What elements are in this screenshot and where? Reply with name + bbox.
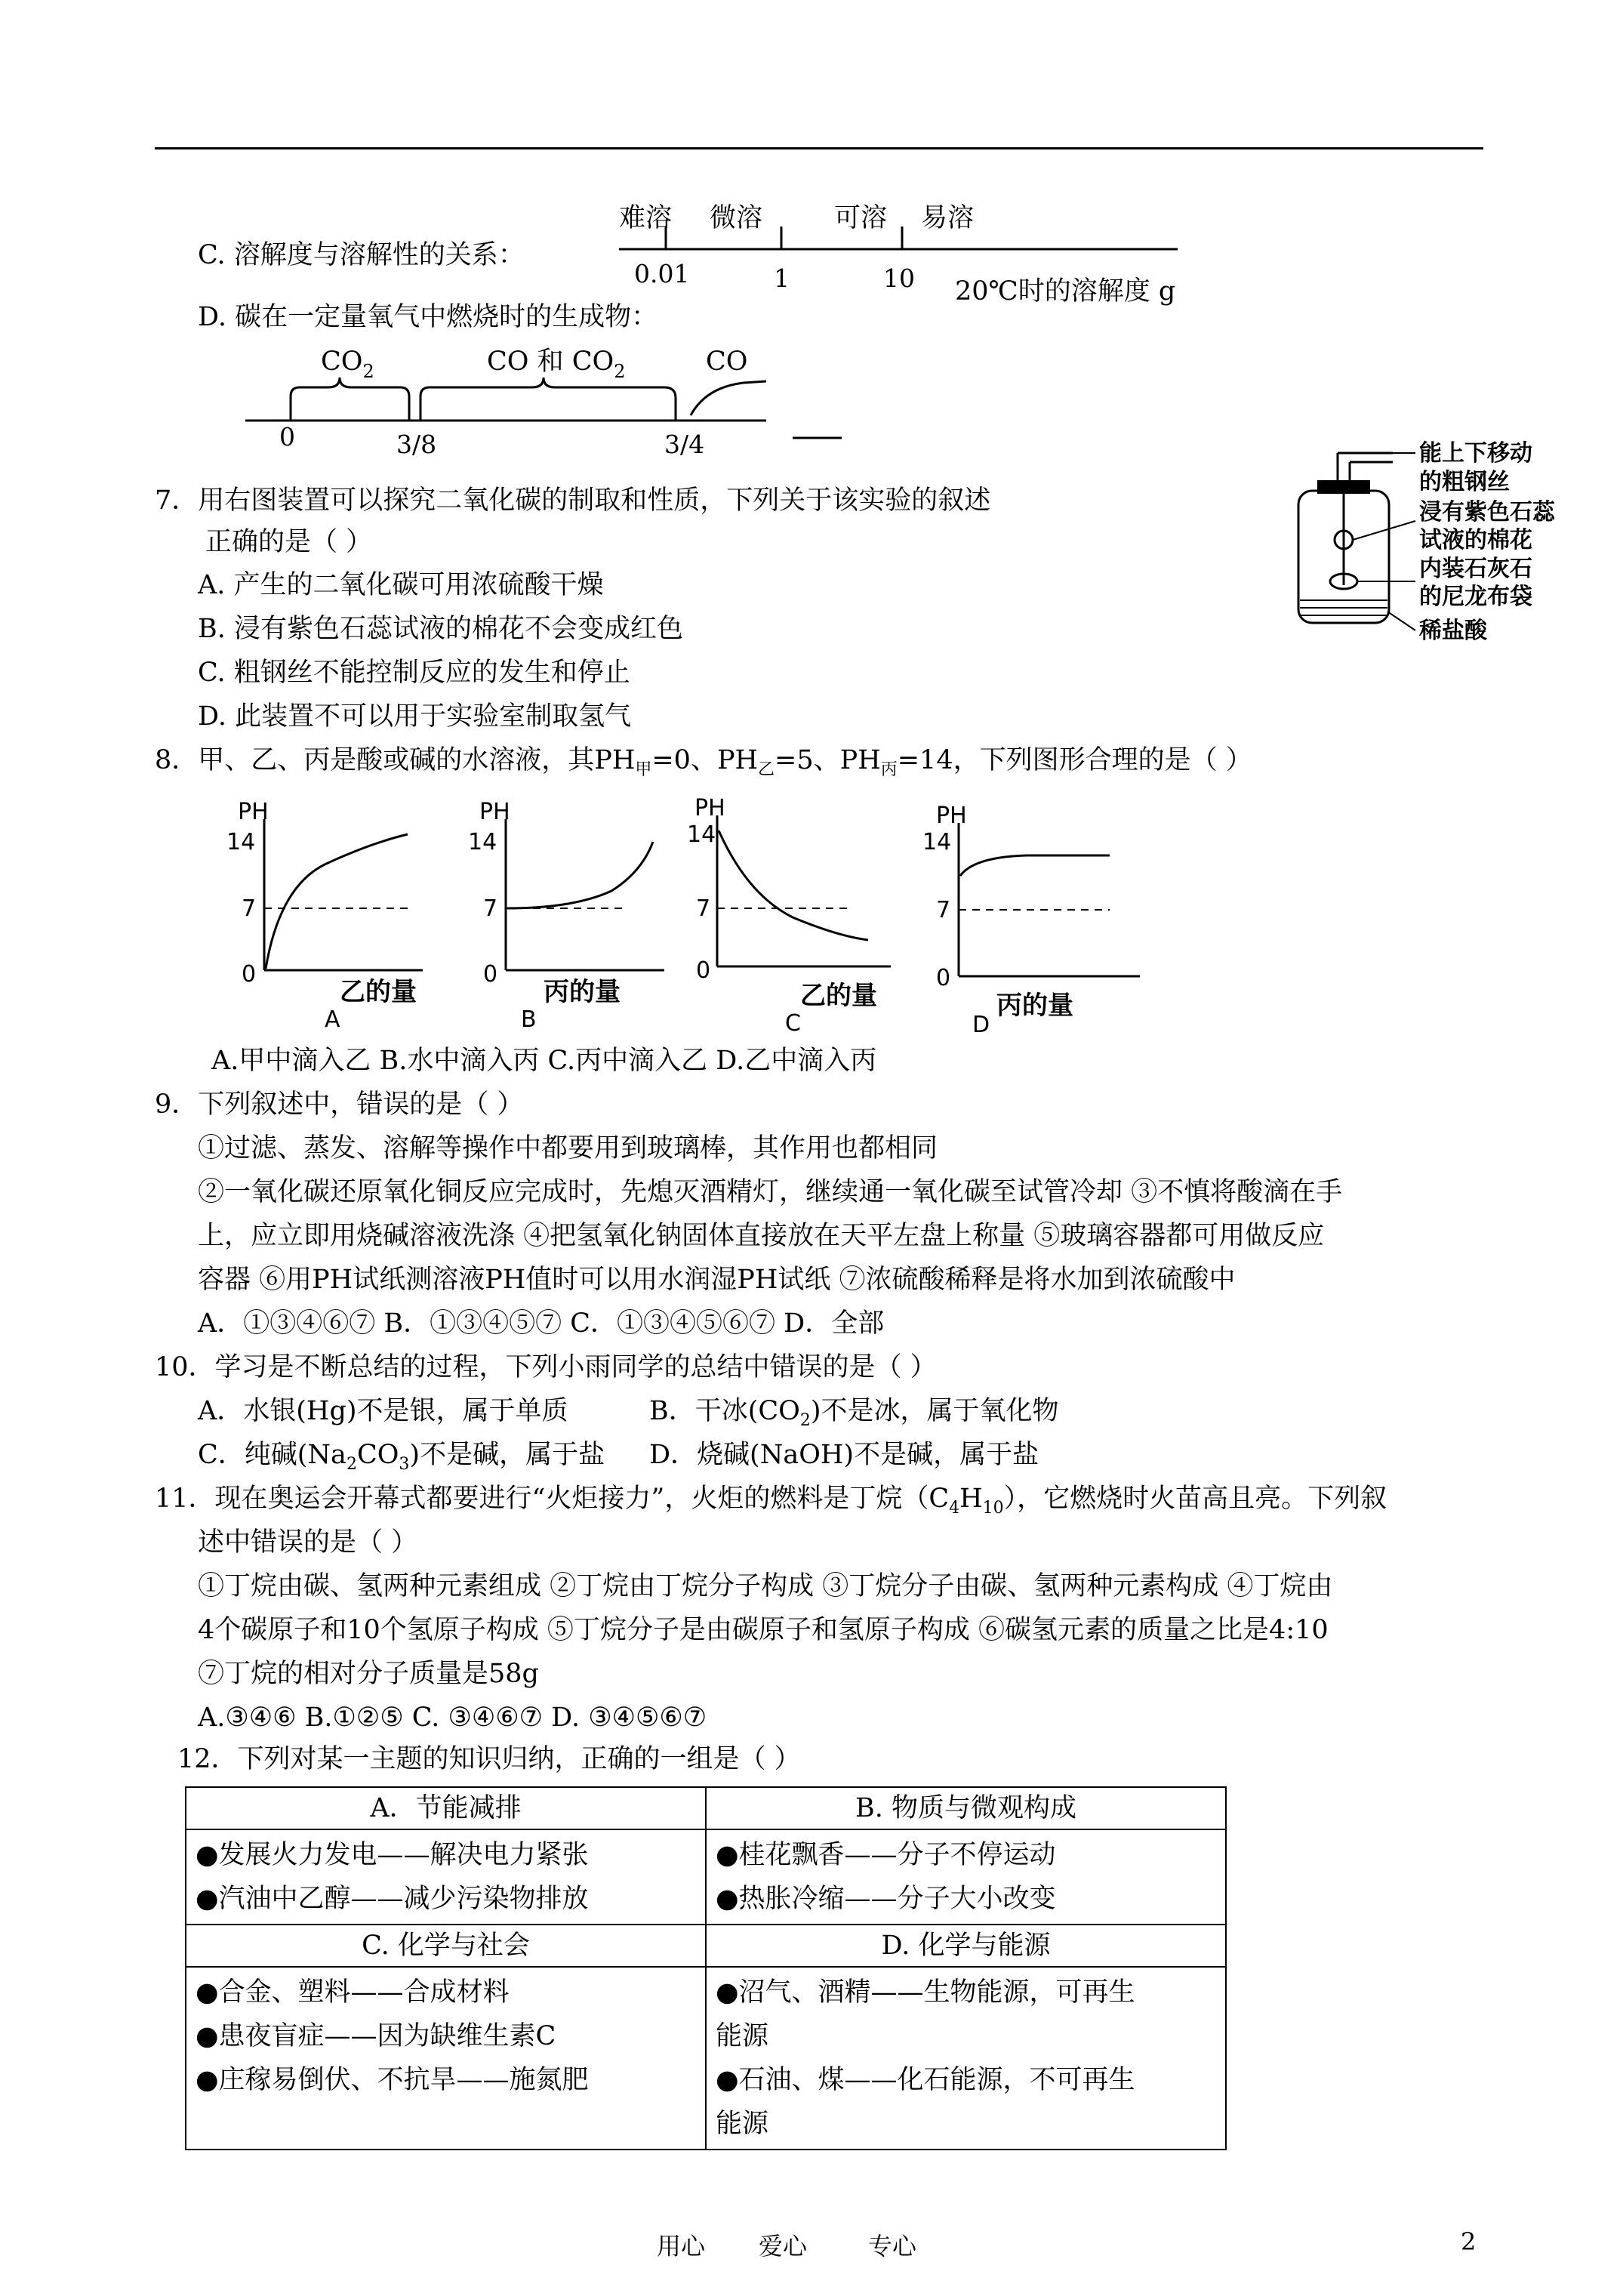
q10-option-a: A．水银(Hg)不是银，属于单质 <box>198 1396 568 1426</box>
graph-d <box>922 803 1140 1038</box>
tick-label: 3/8 <box>396 430 437 459</box>
q10-option-d: D．烧碱(NaOH)不是碱，属于盐 <box>649 1440 1039 1470</box>
footer-right: 专心 <box>868 2232 917 2261</box>
q7-stem-cont: 正确的是（ ） <box>205 527 373 557</box>
y-axis-label: PH <box>238 799 269 825</box>
figure-label: 试液的棉花 <box>1419 527 1532 553</box>
q7-stem: 7．用右图装置可以探究二氧化碳的制取和性质，下列关于该实验的叙述 <box>155 485 991 516</box>
q11-stem-cont: 述中错误的是（ ） <box>198 1527 418 1558</box>
cat-label: 难溶 <box>619 203 673 233</box>
product-label: CO <box>706 347 748 377</box>
x-axis-label: 丙的量 <box>996 991 1073 1021</box>
co2-apparatus-figure <box>1283 430 1600 649</box>
q9-line: 上，应立即用烧碱溶液洗涤 ④把氢氧化钠固体直接放在天平左盘上称量 ⑤玻璃容器都可用做反应 <box>198 1221 1325 1251</box>
cell-a-head: A．节能减排 <box>186 1787 706 1829</box>
cell-b-body: ●桂花飘香——分子不停运动 ●热胀冷缩——分子大小改变 <box>706 1829 1226 1925</box>
q7-option-b: B. 浸有紫色石蕊试液的棉花不会变成红色 <box>198 614 683 644</box>
graph-letter: C <box>785 1010 801 1037</box>
y-tick: 0 <box>242 961 257 988</box>
y-tick: 7 <box>242 895 257 922</box>
cell-b-head: B. 物质与微观构成 <box>706 1787 1226 1829</box>
q7-option-a: A. 产生的二氧化碳可用浓硫酸干燥 <box>198 570 604 600</box>
q7-option-c: C. 粗钢丝不能控制反应的发生和停止 <box>198 658 630 688</box>
subscript: 2 <box>362 361 374 382</box>
y-axis-label: PH <box>479 799 510 825</box>
graph-letter: B <box>521 1006 537 1033</box>
cell-c-head: C. 化学与社会 <box>186 1925 706 1967</box>
y-tick: 14 <box>687 821 716 848</box>
solubility-scale-diagram <box>619 198 1208 319</box>
q8-stem: 8．甲、乙、丙是酸或碱的水溶液，其$PH_甲=0$、$PH_乙=5$、$PH_丙=14$，下列图形合理的是（ ） <box>155 745 1252 779</box>
y-tick: 0 <box>483 961 498 988</box>
q10-option-c: C．纯碱$(Na_2CO_3)$不是碱，属于盐 <box>198 1440 605 1474</box>
product-label: CO <box>321 347 363 377</box>
y-tick: 14 <box>922 829 952 855</box>
x-axis-label: 乙的量 <box>800 981 877 1011</box>
q10-option-b: B．干冰$(CO_2)$不是冰，属于氧化物 <box>649 1396 1059 1430</box>
y-tick: 7 <box>696 895 711 922</box>
y-tick: 0 <box>936 965 951 991</box>
graph-c <box>687 797 891 1037</box>
q6-option-c-label: C. 溶解度与溶解性的关系： <box>198 240 525 270</box>
y-tick: 14 <box>226 829 256 855</box>
figure-label: 内装石灰石 <box>1419 556 1532 582</box>
q9-stem: 9．下列叙述中，错误的是（ ） <box>155 1089 524 1120</box>
y-tick: 7 <box>483 895 498 922</box>
q9-line: 容器 ⑥用PH试纸测溶液PH值时可以用水润湿PH试纸 ⑦浓硫酸稀释是将水加到浓硫酸中 <box>198 1265 1236 1295</box>
cat-label: 易溶 <box>921 203 975 233</box>
ph-graphs <box>219 797 1163 1038</box>
q11-stem: 11．现在奥运会开幕式都要进行“火炬接力”，火炬的燃料是丁烷$(C_4H_{10})$，它燃烧时火苗高且亮。下列叙 <box>155 1484 1387 1518</box>
q9-line: ①过滤、蒸发、溶解等操作中都要用到玻璃棒，其作用也都相同 <box>198 1133 938 1163</box>
q11-line: ①丁烷由碳、氢两种元素组成 ②丁烷由丁烷分子构成 ③丁烷分子由碳、氢两种元素构成 ④丁烷由 <box>198 1571 1333 1601</box>
figure-label: 的粗钢丝 <box>1419 469 1510 495</box>
cat-label: 微溶 <box>710 203 763 233</box>
graph-a <box>226 799 423 1033</box>
cell-d-body: ●沼气、酒精——生物能源，可再生 能源 ●石油、煤——化石能源，不可再生 能源 <box>706 1967 1226 2150</box>
y-tick: 7 <box>936 897 951 923</box>
y-tick: 14 <box>468 829 497 855</box>
svg-text:CO 和 CO2 <box>487 347 625 382</box>
tick-label: 10 <box>883 264 915 293</box>
q11-options: A.③④⑥ B.①②⑤ C. ③④⑥⑦ D. ③④⑤⑥⑦ <box>198 1703 707 1733</box>
tick-label: 1 <box>774 264 790 293</box>
subscript: 2 <box>614 361 626 382</box>
knowledge-table <box>185 1786 1227 2150</box>
figure-label: 稀盐酸 <box>1419 618 1487 644</box>
y-tick: 0 <box>696 957 711 984</box>
q7-option-d: D. 此装置不可以用于实验室制取氢气 <box>198 701 632 732</box>
graph-letter: A <box>325 1006 340 1033</box>
graph-b <box>468 799 664 1033</box>
tick-label: 0 <box>279 422 295 451</box>
q6-option-d-label: D. 碳在一定量氧气中燃烧时的生成物： <box>198 302 658 332</box>
y-axis-label: PH <box>694 797 725 821</box>
y-axis-label: PH <box>936 803 967 829</box>
x-axis-label: 乙的量 <box>340 977 417 1007</box>
cell-d-head: D. 化学与能源 <box>706 1925 1226 1967</box>
carbon-combustion-diagram <box>245 336 864 464</box>
page-number: 2 <box>1461 2227 1477 2256</box>
figure-label: 的尼龙布袋 <box>1419 584 1532 610</box>
x-axis-label: 丙的量 <box>544 977 621 1007</box>
axis-caption: 20℃时的溶解度 g <box>955 276 1176 307</box>
cat-label: 可溶 <box>834 203 888 233</box>
footer-left: 用心 <box>657 2232 706 2261</box>
q9-line: ②一氧化碳还原氧化铜反应完成时，先熄灭酒精灯，继续通一氧化碳至试管冷却 ③不慎将酸滴在手 <box>198 1177 1343 1207</box>
q11-line: ⑦丁烷的相对分子质量是58g <box>198 1659 539 1689</box>
figure-label: 浸有紫色石蕊 <box>1419 499 1555 525</box>
q10-stem: 10．学习是不断总结的过程，下列小雨同学的总结中错误的是（ ） <box>155 1352 937 1382</box>
q8-options: A.甲中滴入乙 B.水中滴入丙 C.丙中滴入乙 D.乙中滴入丙 <box>211 1046 877 1076</box>
q11-line: 4个碳原子和10个氢原子构成 ⑤丁烷分子是由碳原子和氢原子构成 ⑥碳氢元素的质量之比是4:10 <box>198 1615 1329 1645</box>
graph-letter: D <box>972 1012 990 1038</box>
footer-mid: 爱心 <box>759 2232 808 2261</box>
svg-text:CO2 <box>321 347 374 382</box>
q12-stem: 12．下列对某一主题的知识归纳，正确的一组是（ ） <box>177 1744 801 1774</box>
cell-a-body: ●发展火力发电——解决电力紧张 ●汽油中乙醇——减少污染物排放 <box>186 1829 706 1925</box>
product-label: CO 和 CO <box>487 347 614 377</box>
tick-label: 3/4 <box>664 430 705 459</box>
cell-c-body: ●合金、塑料——合成材料 ●患夜盲症——因为缺维生素C ●庄稼易倒伏、不抗旱——施氮肥 <box>186 1967 706 2150</box>
q9-options: A．①③④⑥⑦ B．①③④⑤⑦ C．①③④⑤⑥⑦ D．全部 <box>198 1308 885 1339</box>
tick-label: 0.01 <box>634 259 690 288</box>
figure-label: 能上下移动 <box>1419 440 1532 467</box>
header-rule <box>155 147 1483 149</box>
